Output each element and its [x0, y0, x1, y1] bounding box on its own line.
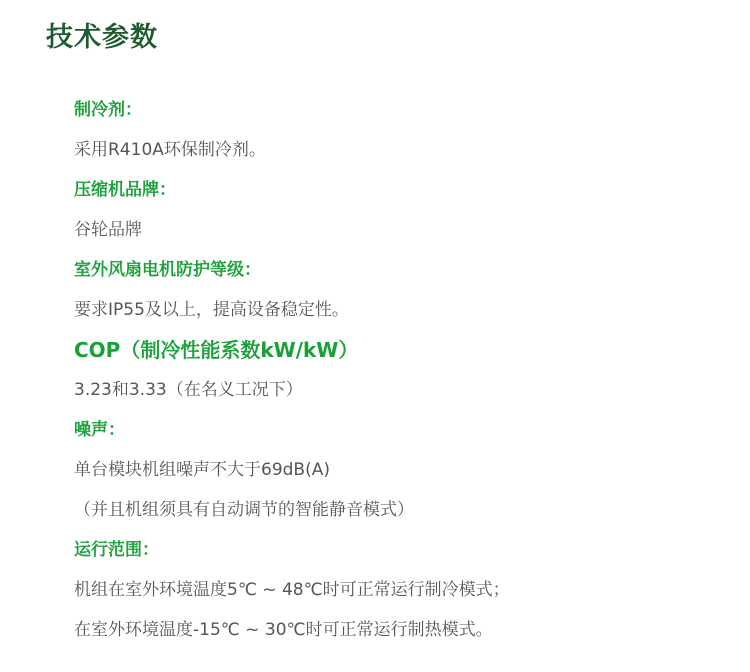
spec-value: 谷轮品牌	[74, 220, 142, 240]
spec-value: 单台模块机组噪声不大于69dB(A)	[74, 460, 330, 480]
spec-value: 3.23和3.33（在名义工况下）	[74, 380, 303, 400]
spec-label: 压缩机品牌：	[74, 180, 176, 200]
spec-label: COP（制冷性能系数kW/kW）	[74, 338, 359, 362]
spec-section-cop	[74, 330, 734, 410]
spec-label: 运行范围：	[74, 540, 159, 560]
spec-label: 室外风扇电机防护等级：	[74, 260, 261, 280]
spec-value: 采用R410A环保制冷剂。	[74, 140, 266, 160]
spec-value: 在室外环境温度-15℃ ~ 30℃时可正常运行制热模式。	[74, 620, 493, 640]
spec-label: 噪声：	[74, 420, 125, 440]
spec-label: 制冷剂：	[74, 100, 142, 120]
spec-value: 机组在室外环境温度5℃ ~ 48℃时可正常运行制冷模式；	[74, 580, 510, 600]
spec-value: 要求IP55及以上，提高设备稳定性。	[74, 300, 349, 320]
spec-section-compressor-brand	[74, 170, 734, 250]
spec-list	[74, 90, 734, 650]
spec-section-noise	[74, 410, 734, 530]
spec-value: （并且机组须具有自动调节的智能静音模式）	[74, 500, 414, 520]
spec-section-operating-range	[74, 530, 734, 650]
page-title: 技术参数	[46, 22, 158, 53]
spec-section-fan-motor-protection	[74, 250, 734, 330]
spec-section-refrigerant	[74, 90, 734, 170]
